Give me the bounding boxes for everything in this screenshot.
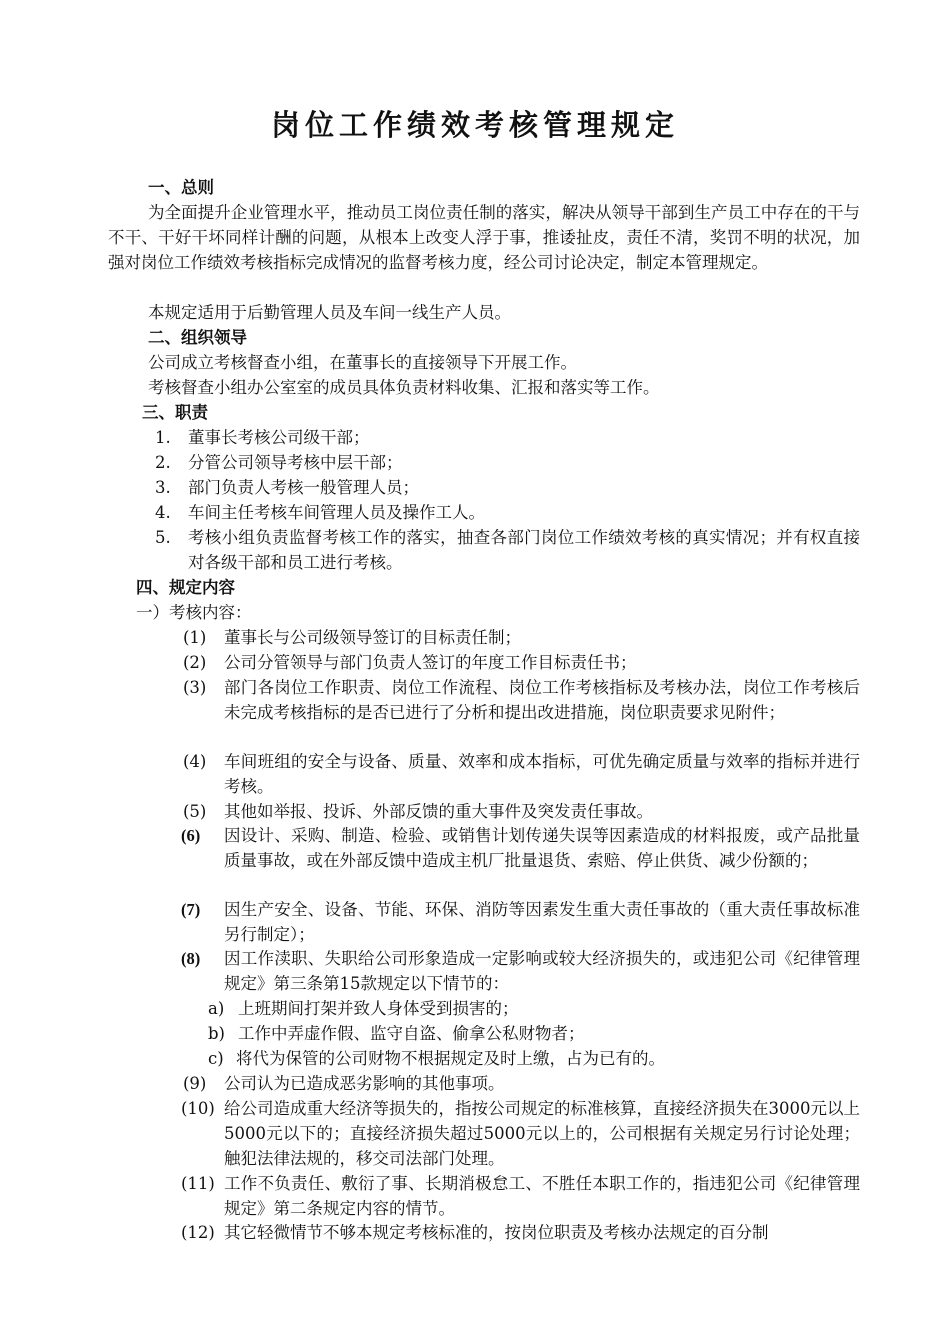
list-item [183, 675, 860, 750]
list-item-text: 董事长与公司级领导签订的目标责任制； [224, 628, 521, 647]
list-item-number: (7) [181, 900, 201, 919]
list-item [181, 1096, 860, 1171]
list-item-number: (5) [183, 802, 207, 821]
list-item [181, 897, 860, 947]
list-item-number: 5. [155, 528, 171, 547]
list-item [181, 1171, 860, 1221]
list-item-text: 部门各岗位工作职责、岗位工作流程、岗位工作考核指标及考核办法，岗位工作考核后未完成考核指标的是否已进行了分析和提出改进措施，岗位职责要求见附件； [224, 678, 860, 722]
list-item-number: (6) [181, 826, 201, 845]
list-item-number: (1) [183, 628, 207, 647]
general-paragraph-1: 为全面提升企业管理水平，推动员工岗位责任制的落实，解决从领导干部到生产员工中存在的干与不干、干好干坏同样计酬的问题，从根本上改变人浮于事，推诿扯皮，责任不清，奖罚不明的状况，加强对岗位工作绩效考核指标完成情况的监督考核力度，经公司讨论决定，制定本管理规定。 [108, 203, 860, 272]
list-item-number: (8) [181, 949, 201, 968]
list-item-number: (10) [181, 1099, 215, 1118]
list-item [155, 425, 860, 450]
list-item-text: 考核小组负责监督考核工作的落实，抽查各部门岗位工作绩效考核的真实情况；并有权直接对各级干部和员工进行考核。 [188, 528, 860, 572]
list-item [181, 823, 860, 898]
section-heading-organization: 二、组织领导 [148, 328, 247, 347]
list-item-text: 其他如举报、投诉、外部反馈的重大事件及突发责任事故。 [224, 802, 653, 821]
section-heading-duties: 三、职责 [142, 403, 208, 422]
list-item [155, 475, 860, 500]
list-item [181, 1220, 860, 1245]
list-item-number: (9) [183, 1074, 207, 1093]
organization-paragraph-2: 考核督查小组办公室室的成员具体负责材料收集、汇报和落实等工作。 [148, 378, 660, 397]
list-item-number: (2) [183, 653, 207, 672]
list-item-text: 分管公司领导考核中层干部； [188, 453, 403, 472]
sub-list-item-text: 将代为保管的公司财物不根据规定及时上缴，占为已有的。 [236, 1049, 665, 1068]
list-item-number: (12) [181, 1223, 215, 1242]
sub-list-item-text: 上班期间打架并致人身体受到损害的； [238, 999, 519, 1018]
list-item [183, 650, 860, 675]
list-item [181, 946, 860, 996]
sub-list-item [208, 1021, 860, 1046]
list-item-text: 其它轻微情节不够本规定考核标准的，按岗位职责及考核办法规定的百分制 [224, 1223, 769, 1242]
list-item-text: 因设计、采购、制造、检验、或销售计划传递失误等因素造成的材料报废，或产品批量质量事故，或在外部反馈中造成主机厂批量退货、索赔、停止供货、减少份额的； [224, 826, 860, 870]
list-item [183, 749, 860, 799]
list-item-text: 公司分管领导与部门负责人签订的年度工作目标责任书； [224, 653, 637, 672]
list-item-text: 因工作渎职、失职给公司形象造成一定影响或较大经济损失的，或违犯公司《纪律管理规定》第三条第15款规定以下情节的： [224, 949, 860, 993]
list-item [155, 500, 860, 525]
subsection-heading-assessment: 一）考核内容： [136, 603, 252, 622]
sub-list-item-letter: b) [208, 1024, 225, 1043]
list-item [155, 450, 860, 475]
list-item-number: 2. [155, 453, 171, 472]
list-item-text: 董事长考核公司级干部； [188, 428, 370, 447]
list-item-text: 车间主任考核车间管理人员及操作工人。 [188, 503, 485, 522]
list-item-text: 车间班组的安全与设备、质量、效率和成本指标，可优先确定质量与效率的指标并进行考核。 [224, 752, 860, 796]
list-item-number: 4. [155, 503, 171, 522]
list-item [183, 799, 860, 824]
general-paragraph-2: 本规定适用于后勤管理人员及车间一线生产人员。 [148, 303, 511, 322]
sub-list-item-text: 工作中弄虚作假、监守自盗、偷拿公私财物者； [238, 1024, 585, 1043]
list-item-number: (11) [181, 1174, 215, 1193]
page-title: 岗位工作绩效考核管理规定 [270, 108, 679, 142]
organization-paragraph-1: 公司成立考核督查小组，在董事长的直接领导下开展工作。 [148, 353, 577, 372]
list-item-number: 3. [155, 478, 171, 497]
list-item-text: 工作不负责任、敷衍了事、长期消极怠工、不胜任本职工作的，指违犯公司《纪律管理规定》第二条规定内容的情节。 [224, 1174, 860, 1218]
sub-list-item-letter: a) [208, 999, 225, 1018]
section-heading-general: 一、总则 [148, 178, 214, 197]
sub-list-item-letter: c) [208, 1049, 224, 1068]
list-item-number: (4) [183, 752, 207, 771]
sub-list-item [208, 1046, 860, 1071]
list-item [183, 625, 860, 650]
list-item-text: 给公司造成重大经济等损失的，指按公司规定的标准核算，直接经济损失在3000元以上5000元以下的；直接经济损失超过5000元以上的，公司根据有关规定另行讨论处理；触犯法律法规的，移交司法部门处理。 [224, 1099, 860, 1168]
list-item-number: (3) [183, 678, 207, 697]
list-item-text: 公司认为已造成恶劣影响的其他事项。 [224, 1074, 505, 1093]
sub-list-item [208, 996, 860, 1021]
list-item-text: 部门负责人考核一般管理人员； [188, 478, 419, 497]
list-item [155, 525, 860, 575]
section-heading-provisions: 四、规定内容 [136, 578, 235, 597]
list-item-number: 1. [155, 428, 171, 447]
list-item-text: 因生产安全、设备、节能、环保、消防等因素发生重大责任事故的（重大责任事故标准另行制定）； [224, 900, 860, 944]
list-item [183, 1071, 860, 1096]
